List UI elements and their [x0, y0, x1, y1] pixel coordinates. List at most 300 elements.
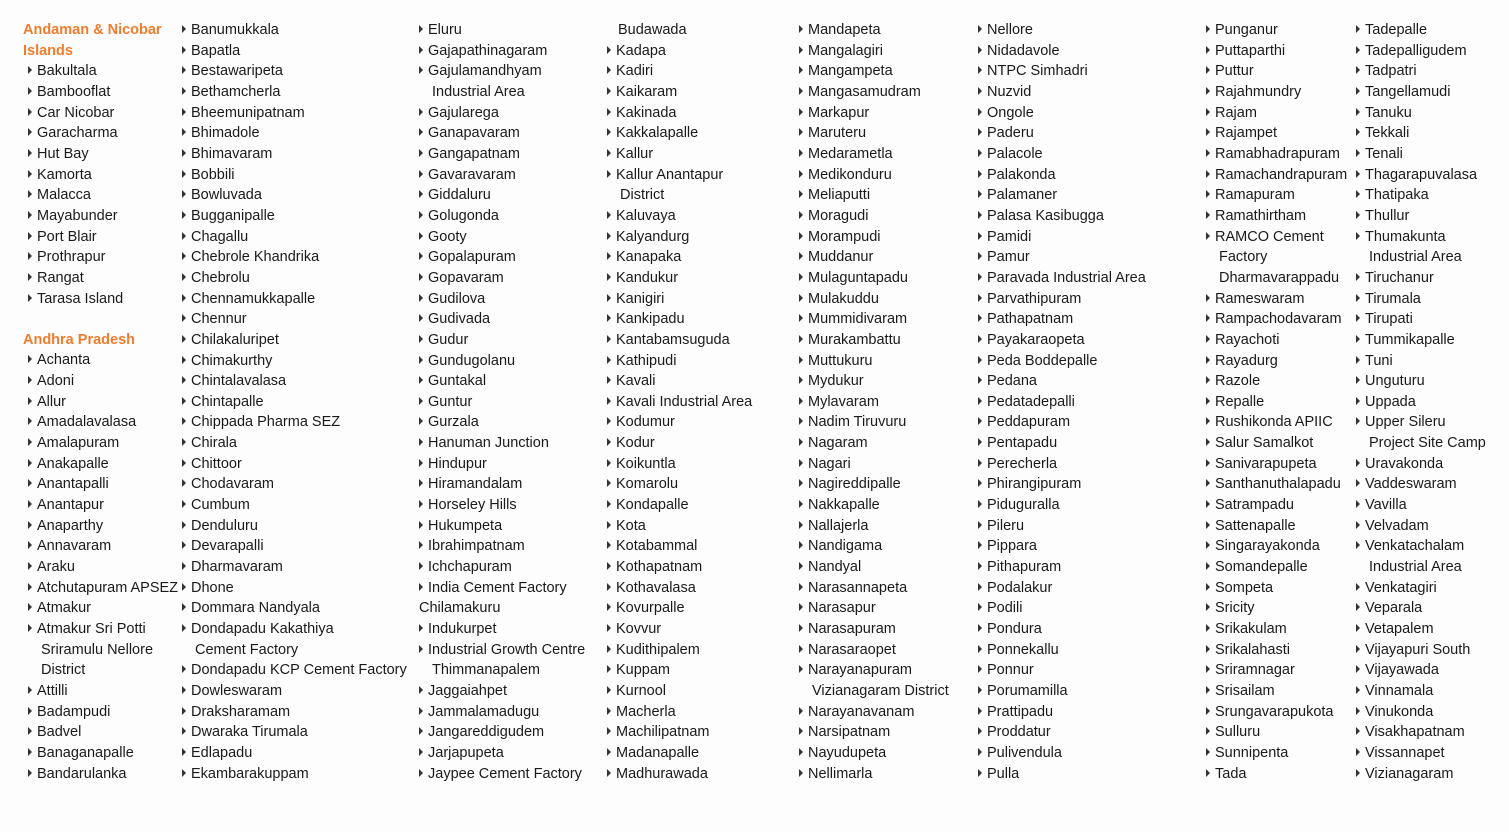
list-item-phirangipuram[interactable]: [978, 474, 1146, 495]
list-item-vinnamala[interactable]: [1356, 681, 1486, 702]
list-item-maruteru[interactable]: [799, 123, 949, 144]
list-item-nidadavole[interactable]: [978, 41, 1146, 62]
list-item-singarayakonda[interactable]: [1206, 536, 1347, 557]
list-item-sunnipenta[interactable]: [1206, 743, 1347, 764]
list-item-tada[interactable]: [1206, 764, 1347, 785]
list-item-vijayawada[interactable]: [1356, 660, 1486, 681]
list-item-vizianagaram[interactable]: [1356, 764, 1486, 785]
list-item-kantabamsuguda[interactable]: [607, 330, 752, 351]
list-item-gavaravaram[interactable]: [419, 165, 585, 186]
list-item-anantapur[interactable]: [28, 495, 178, 516]
list-item-label: Giddaluru: [428, 187, 491, 204]
list-item-cumbum[interactable]: [182, 495, 407, 516]
list-item-puttaparthi[interactable]: [1206, 41, 1347, 62]
list-item-tarasa-island[interactable]: [28, 289, 178, 310]
list-item-golugonda[interactable]: [419, 206, 585, 227]
list-item-tangellamudi[interactable]: [1356, 82, 1486, 103]
list-item-podalakur[interactable]: [978, 578, 1146, 599]
list-item-jarjapupeta[interactable]: [419, 743, 585, 764]
list-item-proddatur[interactable]: [978, 722, 1146, 743]
list-item-giddaluru[interactable]: [419, 185, 585, 206]
list-item-kanapaka[interactable]: [607, 247, 752, 268]
list-item-santhanuthalapadu[interactable]: [1206, 474, 1347, 495]
list-item-dharmavaram[interactable]: [182, 557, 407, 578]
list-item-atmakur-sri-potti-sriramulu-nellore-district[interactable]: [28, 619, 178, 681]
list-item-tummikapalle[interactable]: [1356, 330, 1486, 351]
list-item-amadalavalasa[interactable]: [28, 412, 178, 433]
list-item-sulluru[interactable]: [1206, 722, 1347, 743]
list-item-dowleswaram[interactable]: [182, 681, 407, 702]
list-item-badvel[interactable]: [28, 722, 178, 743]
list-item-pentapadu[interactable]: [978, 433, 1146, 454]
list-item-bapatla[interactable]: [182, 41, 407, 62]
list-item-upper-sileru-project-site-camp[interactable]: [1356, 412, 1486, 453]
list-item-venkatagiri[interactable]: [1356, 578, 1486, 599]
list-item-ramachandrapuram[interactable]: [1206, 165, 1347, 186]
list-item-chennur[interactable]: [182, 309, 407, 330]
list-item-peda-boddepalle[interactable]: [978, 351, 1146, 372]
list-item-paravada-industrial-area[interactable]: [978, 268, 1146, 289]
list-item-kovvur[interactable]: [607, 619, 752, 640]
list-item-kavali-industrial-area[interactable]: [607, 392, 752, 413]
list-item-pedana[interactable]: [978, 371, 1146, 392]
list-item-ongole[interactable]: [978, 103, 1146, 124]
list-item-bobbili[interactable]: [182, 165, 407, 186]
list-item-muttukuru[interactable]: [799, 351, 949, 372]
list-item-ramathirtham[interactable]: [1206, 206, 1347, 227]
list-item-bestawaripeta[interactable]: [182, 61, 407, 82]
list-item-mayabunder[interactable]: [28, 206, 178, 227]
list-item-continuation[interactable]: Budawada: [618, 22, 687, 38]
list-item-mydukur[interactable]: [799, 371, 949, 392]
list-item-chagallu[interactable]: [182, 227, 407, 248]
list-item-sattenapalle[interactable]: [1206, 516, 1347, 537]
list-item-rayadurg[interactable]: [1206, 351, 1347, 372]
list-item-hukumpeta[interactable]: [419, 516, 585, 537]
list-item-ponnur[interactable]: [978, 660, 1146, 681]
arrow-right-icon: [607, 397, 611, 405]
list-item-gudilova[interactable]: [419, 289, 585, 310]
list-item-nallajerla[interactable]: [799, 516, 949, 537]
list-item-car-nicobar[interactable]: [28, 103, 178, 124]
list-item-rameswaram[interactable]: [1206, 289, 1347, 310]
list-item-vinukonda[interactable]: [1356, 702, 1486, 723]
list-item-kuppam[interactable]: [607, 660, 752, 681]
list-item-hiramandalam[interactable]: [419, 474, 585, 495]
list-item-bethamcherla[interactable]: [182, 82, 407, 103]
list-item-mylavaram[interactable]: [799, 392, 949, 413]
list-item-kota[interactable]: [607, 516, 752, 537]
arrow-right-icon: [1356, 397, 1360, 405]
list-item-kovurpalle[interactable]: [607, 598, 752, 619]
list-item-mummidivaram[interactable]: [799, 309, 949, 330]
list-item-gopavaram[interactable]: [419, 268, 585, 289]
list-item-pippara[interactable]: [978, 536, 1146, 557]
list-item-somandepalle[interactable]: [1206, 557, 1347, 578]
list-item-madanapalle[interactable]: [607, 743, 752, 764]
list-item-kamorta[interactable]: [28, 165, 178, 186]
list-item-kathipudi[interactable]: [607, 351, 752, 372]
list-item-velvadam[interactable]: [1356, 516, 1486, 537]
list-item-draksharamam[interactable]: [182, 702, 407, 723]
list-item-narasapur[interactable]: [799, 598, 949, 619]
list-item-vetapalem[interactable]: [1356, 619, 1486, 640]
list-item-nagari[interactable]: [799, 454, 949, 475]
list-item-sanivarapupeta[interactable]: [1206, 454, 1347, 475]
list-item-nandigama[interactable]: [799, 536, 949, 557]
list-item-bambooflat[interactable]: [28, 82, 178, 103]
arrow-right-icon: [1356, 232, 1360, 240]
list-item-pedatadepalli[interactable]: [978, 392, 1146, 413]
list-item-tuni[interactable]: [1356, 351, 1486, 372]
list-item-dhone[interactable]: [182, 578, 407, 599]
list-item-gajulamandhyam-industrial-area[interactable]: [419, 61, 585, 102]
list-item-vijayapuri-south[interactable]: [1356, 640, 1486, 661]
list-item-mandapeta[interactable]: [799, 20, 949, 41]
list-item-denduluru[interactable]: [182, 516, 407, 537]
list-item-kakkalapalle[interactable]: [607, 123, 752, 144]
list-item-chennamukkapalle[interactable]: [182, 289, 407, 310]
list-item-morampudi[interactable]: [799, 227, 949, 248]
list-item-palasa-kasibugga[interactable]: [978, 206, 1146, 227]
list-item-sriramnagar[interactable]: [1206, 660, 1347, 681]
list-item-bandarulanka[interactable]: [28, 764, 178, 785]
list-item-araku[interactable]: [28, 557, 178, 578]
list-item-kakinada[interactable]: [607, 103, 752, 124]
list-item-narasannapeta[interactable]: [799, 578, 949, 599]
list-item-komarolu[interactable]: [607, 474, 752, 495]
list-item-pithapuram[interactable]: [978, 557, 1146, 578]
list-item-bheemunipatnam[interactable]: [182, 103, 407, 124]
list-item-allur[interactable]: [28, 392, 178, 413]
list-item-gurzala[interactable]: [419, 412, 585, 433]
list-item-venkatachalam-industrial-area[interactable]: [1356, 536, 1486, 577]
list-item-kodur[interactable]: [607, 433, 752, 454]
arrow-right-icon: [419, 335, 423, 343]
list-item-visakhapatnam[interactable]: [1356, 722, 1486, 743]
list-item-tadepalle[interactable]: [1356, 20, 1486, 41]
list-item-hut-bay[interactable]: [28, 144, 178, 165]
list-item-bakultala[interactable]: [28, 61, 178, 82]
list-item-tirupati[interactable]: [1356, 309, 1486, 330]
list-item-dwaraka-tirumala[interactable]: [182, 722, 407, 743]
list-item-rayachoti[interactable]: [1206, 330, 1347, 351]
list-item-nagireddipalle[interactable]: [799, 474, 949, 495]
list-item-rajam[interactable]: [1206, 103, 1347, 124]
list-item-edlapadu[interactable]: [182, 743, 407, 764]
list-item-parvathipuram[interactable]: [978, 289, 1146, 310]
list-item-chimakurthy[interactable]: [182, 351, 407, 372]
list-item-jangareddigudem[interactable]: [419, 722, 585, 743]
list-item-chebrole-khandrika[interactable]: [182, 247, 407, 268]
list-item-gooty[interactable]: [419, 227, 585, 248]
list-item-indukurpet[interactable]: [419, 619, 585, 640]
arrow-right-icon: [1206, 665, 1210, 673]
list-item-gangapatnam[interactable]: [419, 144, 585, 165]
list-item-kudithipalem[interactable]: [607, 640, 752, 661]
list-item-chintapalle[interactable]: [182, 392, 407, 413]
list-item-hanuman-junction[interactable]: [419, 433, 585, 454]
list-item-kallur-anantapur-district[interactable]: [607, 165, 752, 206]
list-item-ramapuram[interactable]: [1206, 185, 1347, 206]
list-item-mangasamudram[interactable]: [799, 82, 949, 103]
list-item-puttur[interactable]: [1206, 61, 1347, 82]
column-5: [799, 20, 949, 784]
list-item-madhurawada[interactable]: [607, 764, 752, 785]
list-item-jaypee-cement-factory[interactable]: [419, 764, 585, 785]
list-item-kothapatnam[interactable]: [607, 557, 752, 578]
list-item-label: Vijayapuri South: [1365, 641, 1471, 658]
list-item-bhimadole[interactable]: [182, 123, 407, 144]
list-item-guntakal[interactable]: [419, 371, 585, 392]
list-item-kodumur[interactable]: [607, 412, 752, 433]
list-item-label: Palakonda: [987, 166, 1056, 183]
list-item-industrial-growth-centre-thimmanapalem[interactable]: [419, 640, 585, 681]
list-item-bowluvada[interactable]: [182, 185, 407, 206]
list-item-port-blair[interactable]: [28, 227, 178, 248]
list-item-kalyandurg[interactable]: [607, 227, 752, 248]
list-item-rushikonda-apiic[interactable]: [1206, 412, 1347, 433]
list-item-moragudi[interactable]: [799, 206, 949, 227]
list-item-anantapalli[interactable]: [28, 474, 178, 495]
list-item-tadepalligudem[interactable]: [1356, 41, 1486, 62]
arrow-right-icon: [607, 294, 611, 302]
list-item-kavali[interactable]: [607, 371, 752, 392]
list-item-pamur[interactable]: [978, 247, 1146, 268]
list-item-muddanur[interactable]: [799, 247, 949, 268]
list-item-prothrapur[interactable]: [28, 247, 178, 268]
list-item-kaikaram[interactable]: [607, 82, 752, 103]
list-item-dondapadu-kakathiya-cement-factory[interactable]: [182, 619, 407, 660]
list-item-continuation: District: [620, 187, 665, 204]
list-item-label: Mummidivaram: [808, 311, 908, 328]
list-item-horseley-hills[interactable]: [419, 495, 585, 516]
list-item-jaggaiahpet[interactable]: [419, 681, 585, 702]
list-item-eluru[interactable]: [419, 20, 585, 41]
list-item-murakambattu[interactable]: [799, 330, 949, 351]
list-item-satrampadu[interactable]: [1206, 495, 1347, 516]
list-item-bhimavaram[interactable]: [182, 144, 407, 165]
list-item-chodavaram[interactable]: [182, 474, 407, 495]
list-item-ntpc-simhadri[interactable]: [978, 61, 1146, 82]
list-item-label: Pamidi: [987, 228, 1032, 245]
list-item-ramabhadrapuram[interactable]: [1206, 144, 1347, 165]
list-item-ramco-cement-factory-dharmavarappadu[interactable]: [1206, 227, 1347, 289]
list-item-porumamilla[interactable]: [978, 681, 1146, 702]
list-item-srungavarapukota[interactable]: [1206, 702, 1347, 723]
list-item-narasapuram[interactable]: [799, 619, 949, 640]
list-item-label: Singarayakonda: [1215, 538, 1320, 555]
list-item-koikuntla[interactable]: [607, 454, 752, 475]
list-item-label: Paravada Industrial Area: [987, 269, 1146, 286]
list-item-palakonda[interactable]: [978, 165, 1146, 186]
list-item-gajapathinagaram[interactable]: [419, 41, 585, 62]
list-item-kothavalasa[interactable]: [607, 578, 752, 599]
list-item-narayanapuram-vizianagaram-district[interactable]: [799, 660, 949, 701]
list-item-atchutapuram-apsez[interactable]: [28, 578, 178, 599]
list-item-piduguralla[interactable]: [978, 495, 1146, 516]
list-item-attilli[interactable]: [28, 681, 178, 702]
list-item-kandukur[interactable]: [607, 268, 752, 289]
list-item-kadiri[interactable]: [607, 61, 752, 82]
list-item-chebrolu[interactable]: [182, 268, 407, 289]
list-item-amalapuram[interactable]: [28, 433, 178, 454]
list-item-devarapalli[interactable]: [182, 536, 407, 557]
list-item-mangampeta[interactable]: [799, 61, 949, 82]
list-item-mulakuddu[interactable]: [799, 289, 949, 310]
list-item-kurnool[interactable]: [607, 681, 752, 702]
list-item-paderu[interactable]: [978, 123, 1146, 144]
arrow-right-icon: [799, 500, 803, 508]
list-item-chilakaluripet[interactable]: [182, 330, 407, 351]
list-item-pileru[interactable]: [978, 516, 1146, 537]
list-item-label: Kaikaram: [616, 83, 678, 100]
list-item-perecherla[interactable]: [978, 454, 1146, 475]
list-item-banaganapalle[interactable]: [28, 743, 178, 764]
list-item-podili[interactable]: [978, 598, 1146, 619]
list-item-gajularega[interactable]: [419, 103, 585, 124]
list-item-meliaputti[interactable]: [799, 185, 949, 206]
list-item-markapur[interactable]: [799, 103, 949, 124]
list-item-tiruchanur[interactable]: [1356, 268, 1486, 289]
list-item-ichchapuram[interactable]: [419, 557, 585, 578]
list-item-vissannapet[interactable]: [1356, 743, 1486, 764]
list-item-label: Kaluvaya: [616, 207, 676, 224]
list-item-annavaram[interactable]: [28, 536, 178, 557]
list-item-palacole[interactable]: [978, 144, 1146, 165]
list-item-nellimarla[interactable]: [799, 764, 949, 785]
list-item-prattipadu[interactable]: [978, 702, 1146, 723]
list-item-nakkapalle[interactable]: [799, 495, 949, 516]
list-item-palamaner[interactable]: [978, 185, 1146, 206]
list-item-adoni[interactable]: [28, 371, 178, 392]
list-item-nuzvid[interactable]: [978, 82, 1146, 103]
list-item-ibrahimpatnam[interactable]: [419, 536, 585, 557]
list-item-ganapavaram[interactable]: [419, 123, 585, 144]
list-item-salur-samalkot[interactable]: [1206, 433, 1347, 454]
list-item-srikakulam[interactable]: [1206, 619, 1347, 640]
list-item-tadpatri[interactable]: [1356, 61, 1486, 82]
list-item-chittoor[interactable]: [182, 454, 407, 475]
list-item-nayudupeta[interactable]: [799, 743, 949, 764]
list-item-malacca[interactable]: [28, 185, 178, 206]
list-item-achanta[interactable]: [28, 350, 178, 371]
list-item-gudivada[interactable]: [419, 309, 585, 330]
list-item-rajahmundry[interactable]: [1206, 82, 1347, 103]
list-item-rajampet[interactable]: [1206, 123, 1347, 144]
list-item-nandyal[interactable]: [799, 557, 949, 578]
list-item-tirumala[interactable]: [1356, 289, 1486, 310]
list-item-nellore[interactable]: [978, 20, 1146, 41]
list-item-badampudi[interactable]: [28, 702, 178, 723]
list-item-kadapa[interactable]: [607, 41, 752, 62]
list-item-mangalagiri[interactable]: [799, 41, 949, 62]
list-item-payakaraopeta[interactable]: [978, 330, 1146, 351]
list-item-veparala[interactable]: [1356, 598, 1486, 619]
list-item-first-line: [182, 619, 407, 640]
list-item-peddapuram[interactable]: [978, 412, 1146, 433]
list-item-dondapadu-kcp-cement-factory[interactable]: [182, 660, 407, 681]
list-item-kaluvaya[interactable]: [607, 206, 752, 227]
list-item-gopalapuram[interactable]: [419, 247, 585, 268]
list-item-tenali[interactable]: [1356, 144, 1486, 165]
list-item-nadim-tiruvuru[interactable]: [799, 412, 949, 433]
list-item-thumakunta-industrial-area[interactable]: [1356, 227, 1486, 268]
list-item-thatipaka[interactable]: [1356, 185, 1486, 206]
list-item-nagaram[interactable]: [799, 433, 949, 454]
list-item-razole[interactable]: [1206, 371, 1347, 392]
list-item-narsipatnam[interactable]: [799, 722, 949, 743]
list-item-dommara-nandyala[interactable]: [182, 598, 407, 619]
list-item-atmakur[interactable]: [28, 598, 178, 619]
list-item-tanuku[interactable]: [1356, 103, 1486, 124]
list-item-chippada-pharma-sez[interactable]: [182, 412, 407, 433]
list-item-guntur[interactable]: [419, 392, 585, 413]
list-item-sricity[interactable]: [1206, 598, 1347, 619]
list-item-tekkali[interactable]: [1356, 123, 1486, 144]
list-item-garacharma[interactable]: [28, 123, 178, 144]
list-item-rampachodavaram[interactable]: [1206, 309, 1347, 330]
list-item-kankipadu[interactable]: [607, 309, 752, 330]
list-item-repalle[interactable]: [1206, 392, 1347, 413]
list-item-gudur[interactable]: [419, 330, 585, 351]
list-item-thagarapuvalasa[interactable]: [1356, 165, 1486, 186]
list-item-pamidi[interactable]: [978, 227, 1146, 248]
list-item-ponnekallu[interactable]: [978, 640, 1146, 661]
list-item-ekambarakuppam[interactable]: [182, 764, 407, 785]
list-item-pulivendula[interactable]: [978, 743, 1146, 764]
list-item-anaparthy[interactable]: [28, 516, 178, 537]
list-item-hindupur[interactable]: [419, 454, 585, 475]
list-item-chirala[interactable]: [182, 433, 407, 454]
list-item-kallur[interactable]: [607, 144, 752, 165]
list-item-sompeta[interactable]: [1206, 578, 1347, 599]
list-item-srisailam[interactable]: [1206, 681, 1347, 702]
list-item-kotabammal[interactable]: [607, 536, 752, 557]
list-item-medikonduru[interactable]: [799, 165, 949, 186]
list-item-uppada[interactable]: [1356, 392, 1486, 413]
list-item-chintalavalasa[interactable]: [182, 371, 407, 392]
list-item-label: Nidadavole: [987, 42, 1060, 59]
list-item-anakapalle[interactable]: [28, 454, 178, 475]
arrow-right-icon: [1356, 25, 1360, 33]
list-item-pondura[interactable]: [978, 619, 1146, 640]
list-item-pathapatnam[interactable]: [978, 309, 1146, 330]
list-item-uravakonda[interactable]: [1356, 454, 1486, 475]
list-item-machilipatnam[interactable]: [607, 722, 752, 743]
list-item-narasaraopet[interactable]: [799, 640, 949, 661]
list-item-gundugolanu[interactable]: [419, 351, 585, 372]
list-item-medarametla[interactable]: [799, 144, 949, 165]
list-item-kanigiri[interactable]: [607, 289, 752, 310]
list-item-india-cement-factory-chilamakuru[interactable]: [419, 578, 585, 619]
list-item-vaddeswaram[interactable]: [1356, 474, 1486, 495]
list-item-thullur[interactable]: [1356, 206, 1486, 227]
list-item-mulaguntapadu[interactable]: [799, 268, 949, 289]
list-item-rangat[interactable]: [28, 268, 178, 289]
list-item-vavilla[interactable]: [1356, 495, 1486, 516]
list-item-punganur[interactable]: [1206, 20, 1347, 41]
list-item-banumukkala[interactable]: [182, 20, 407, 41]
list-item-pulla[interactable]: [978, 764, 1146, 785]
list-item-unguturu[interactable]: [1356, 371, 1486, 392]
list-item-jammalamadugu[interactable]: [419, 702, 585, 723]
list-item-srikalahasti[interactable]: [1206, 640, 1347, 661]
list-item-kondapalle[interactable]: [607, 495, 752, 516]
list-item-narayanavanam[interactable]: [799, 702, 949, 723]
list-item-bugganipalle[interactable]: [182, 206, 407, 227]
list-item-macherla[interactable]: [607, 702, 752, 723]
